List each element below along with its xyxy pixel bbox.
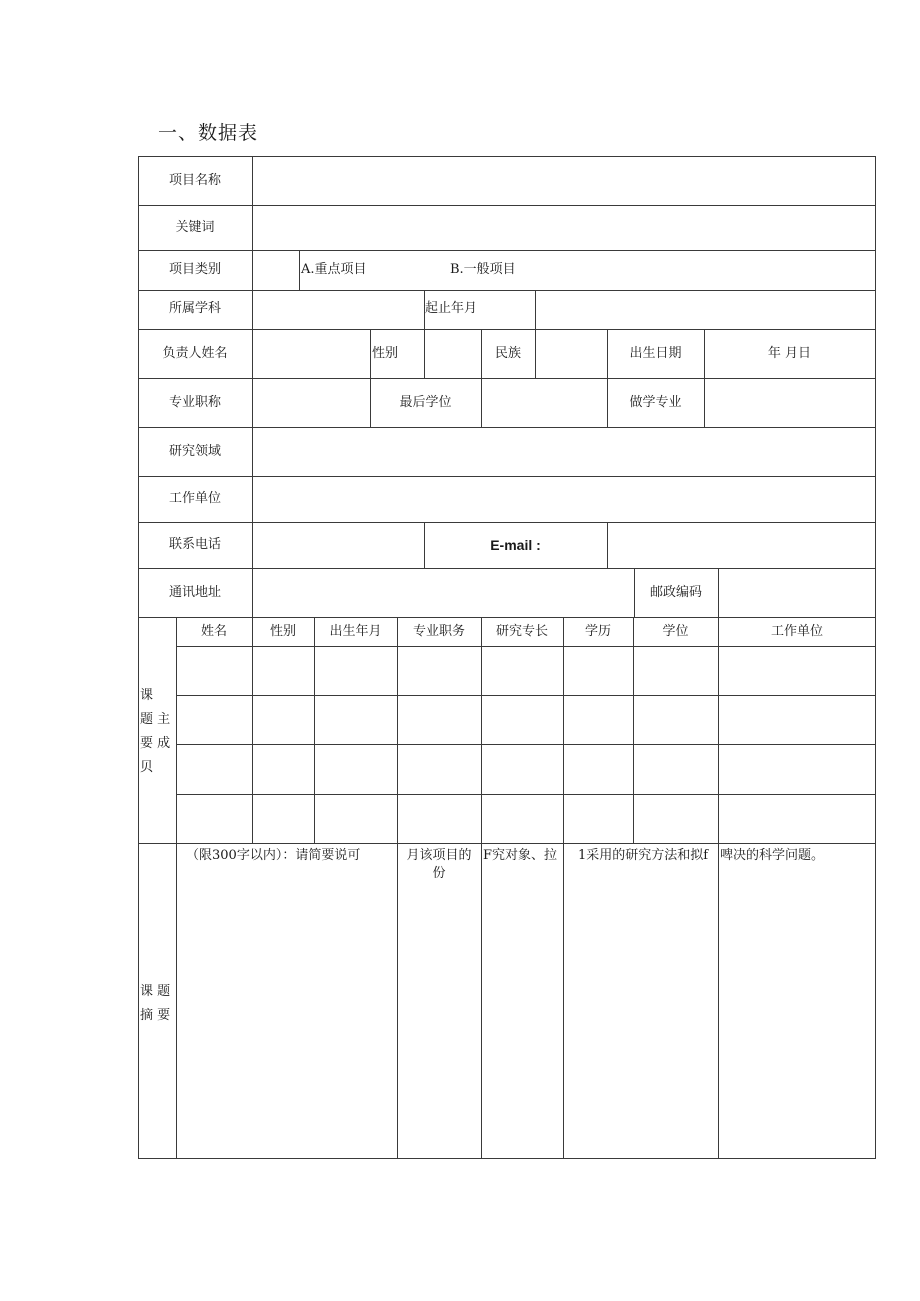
data-form-table bbox=[138, 156, 876, 1159]
section-heading: 一、数据表 bbox=[158, 122, 259, 144]
major-field[interactable] bbox=[705, 379, 875, 427]
member-row-2[interactable] bbox=[177, 696, 875, 744]
gender-field[interactable] bbox=[425, 330, 481, 378]
birth-date-value[interactable]: 年 月日 bbox=[767, 346, 812, 361]
project-name-field[interactable] bbox=[253, 157, 875, 205]
row-divider bbox=[138, 250, 876, 251]
postcode-field[interactable] bbox=[719, 569, 875, 617]
row-divider bbox=[138, 843, 876, 844]
label-discipline: 所属学科 bbox=[168, 301, 221, 316]
workplace-field[interactable] bbox=[253, 477, 875, 522]
label-gender: 性别 bbox=[372, 346, 399, 361]
members-col-position: 专业职务 bbox=[412, 624, 465, 639]
col-divider bbox=[875, 156, 876, 1159]
members-col-education: 学历 bbox=[584, 624, 611, 639]
members-side-label-line: 要 成 bbox=[140, 736, 171, 751]
row-divider bbox=[138, 1158, 876, 1159]
address-field[interactable] bbox=[253, 569, 634, 617]
label-last-degree: 最后学位 bbox=[399, 395, 452, 410]
members-col-gender: 性别 bbox=[269, 624, 296, 639]
label-email: E-mail : bbox=[490, 537, 541, 553]
members-col-expertise: 研究专长 bbox=[495, 624, 548, 639]
label-date-range: 起止年月 bbox=[425, 301, 478, 316]
abstract-instruction-part-4: F究对象、拉 bbox=[483, 848, 558, 863]
abstract-instruction-part-1: （限300字以内）：请简要说可 bbox=[186, 848, 361, 863]
label-address: 通讯地址 bbox=[168, 585, 221, 600]
members-col-degree: 学位 bbox=[662, 624, 689, 639]
project-type-option-a[interactable]: A.重点项目 bbox=[301, 262, 367, 277]
abstract-instruction-part-5: 1采用的研究方法和拟f bbox=[578, 848, 709, 863]
label-project-name: 项目名称 bbox=[168, 173, 221, 188]
abstract-instruction-part-2: 月该项目的 bbox=[406, 848, 472, 863]
label-birth-date: 出生日期 bbox=[629, 346, 682, 361]
title-field[interactable] bbox=[253, 379, 370, 427]
abstract-side-label bbox=[140, 980, 170, 1028]
members-col-name: 姓名 bbox=[200, 624, 227, 639]
label-postcode: 邮政编码 bbox=[649, 585, 702, 600]
last-degree-field[interactable] bbox=[482, 379, 607, 427]
email-field[interactable] bbox=[608, 523, 875, 568]
label-major: 做学专业 bbox=[629, 395, 682, 410]
abstract-side-label-line: 摘 要 bbox=[140, 1008, 171, 1023]
col-divider bbox=[607, 329, 608, 427]
label-leader-name: 负责人姓名 bbox=[162, 346, 228, 361]
leader-name-field[interactable] bbox=[253, 330, 370, 378]
row-divider bbox=[138, 329, 876, 330]
members-col-birth: 出生年月 bbox=[329, 624, 382, 639]
label-phone: 联系电话 bbox=[168, 537, 221, 552]
date-range-field[interactable] bbox=[536, 291, 875, 329]
abstract-side-label-line: 课 题 bbox=[140, 984, 171, 999]
keywords-field[interactable] bbox=[253, 206, 875, 250]
members-side-label-line: 贝 bbox=[140, 760, 154, 775]
discipline-field[interactable] bbox=[253, 291, 424, 329]
member-row-1[interactable] bbox=[177, 647, 875, 695]
members-col-workplace: 工作单位 bbox=[770, 624, 823, 639]
col-divider bbox=[299, 250, 300, 290]
abstract-instruction-part-3: 份 bbox=[432, 866, 446, 881]
members-side-label bbox=[140, 684, 170, 780]
label-ethnicity: 民族 bbox=[494, 346, 521, 361]
label-title: 专业职称 bbox=[168, 395, 221, 410]
label-keywords: 关键词 bbox=[175, 220, 215, 235]
ethnicity-field[interactable] bbox=[536, 330, 607, 378]
abstract-textarea[interactable] bbox=[177, 886, 875, 1158]
members-side-label-line: 课 bbox=[140, 688, 154, 703]
member-row-3[interactable] bbox=[177, 745, 875, 794]
label-project-type: 项目类别 bbox=[168, 262, 221, 277]
label-research-field: 研究领域 bbox=[168, 444, 221, 459]
abstract-instruction-part-6: 啤决的科学问题。 bbox=[720, 848, 825, 863]
member-row-4[interactable] bbox=[177, 795, 875, 843]
research-field-input[interactable] bbox=[253, 428, 875, 476]
project-type-option-b[interactable]: B.一般项目 bbox=[450, 262, 516, 277]
phone-field[interactable] bbox=[253, 523, 424, 568]
members-side-label-line: 题 主 bbox=[140, 712, 171, 727]
col-divider bbox=[370, 329, 371, 427]
row-divider bbox=[138, 617, 876, 618]
label-workplace: 工作单位 bbox=[168, 491, 221, 506]
